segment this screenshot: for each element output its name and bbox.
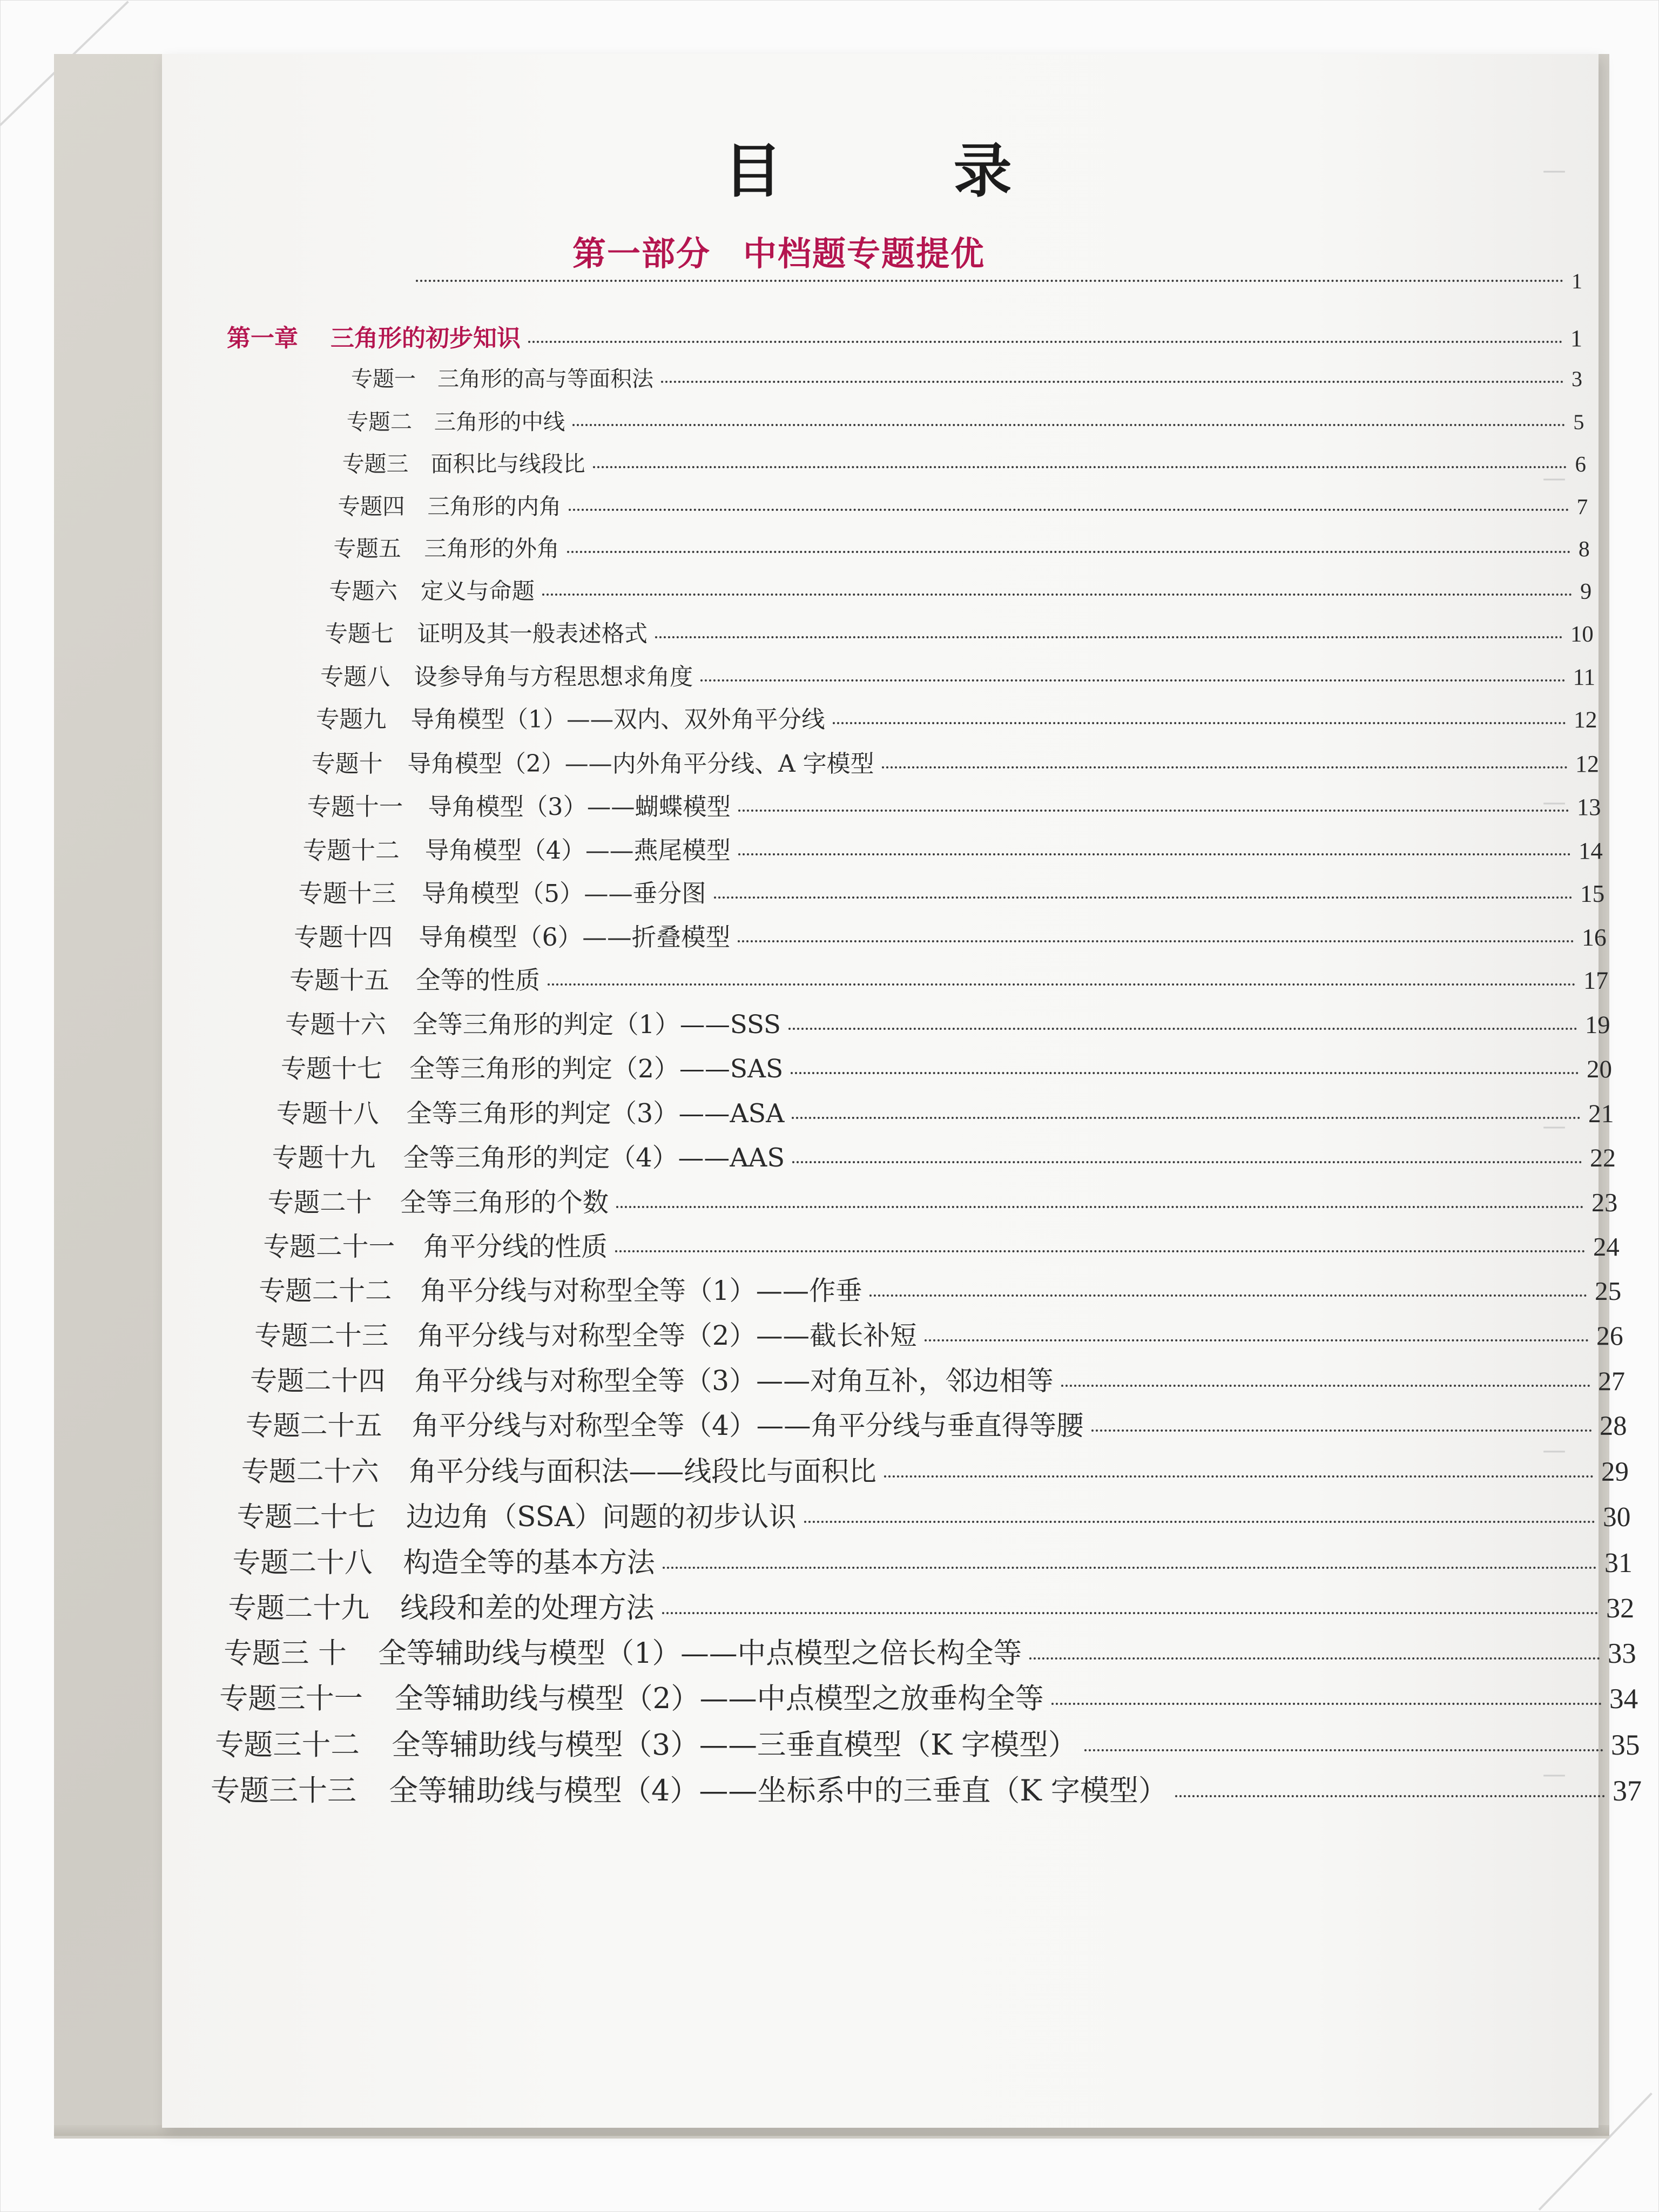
dot-leader [788, 1028, 1577, 1030]
entry-label: 专题二十 [267, 1187, 372, 1218]
toc-entry[interactable] [320, 658, 1595, 692]
toc-entry[interactable] [254, 1314, 1623, 1353]
dot-leader [792, 1117, 1581, 1119]
entry-title: 角平分线与对称型全等（2）——截长补短 [417, 1319, 917, 1351]
entry-title: 定义与命题 [421, 577, 535, 604]
entry-label: 专题十八 [276, 1099, 379, 1129]
toc-entry[interactable] [307, 787, 1601, 822]
dot-leader [1091, 1429, 1592, 1432]
dot-leader [925, 1339, 1589, 1341]
toc-entry[interactable] [351, 362, 1582, 393]
dot-leader [1175, 1795, 1605, 1797]
entry-label: 专题四 [338, 493, 405, 520]
toc-entry[interactable] [312, 744, 1599, 779]
entry-title: 导角模型（6）——折叠模型 [419, 922, 731, 952]
entry-page-number: 5 [1573, 409, 1584, 434]
entry-page-number: 8 [1578, 537, 1590, 562]
entry-label: 专题十一 [307, 793, 403, 821]
show-through-number: — [1542, 788, 1566, 816]
toc-entry[interactable] [329, 573, 1591, 606]
toc-entry[interactable] [276, 1092, 1614, 1130]
entry-page-number: 25 [1595, 1276, 1622, 1306]
entry-title: 导角模型（3）——蝴蝶模型 [428, 793, 731, 821]
entry-title: 角平分线的性质 [423, 1231, 608, 1262]
entry-page-number: 22 [1590, 1143, 1616, 1172]
dot-leader [663, 1567, 1597, 1569]
dot-leader [833, 722, 1566, 724]
entry-label: 专题十五 [289, 966, 389, 995]
entry-label: 专题五 [333, 535, 401, 562]
entry-label: 专题二十四 [250, 1365, 386, 1397]
entry-page-number: 21 [1588, 1100, 1614, 1129]
toc-entry[interactable] [211, 1768, 1642, 1809]
toc-entry[interactable] [338, 488, 1588, 521]
entry-page-number: 33 [1608, 1637, 1636, 1669]
entry-label: 专题十七 [281, 1054, 382, 1084]
toc-entry[interactable] [342, 446, 1586, 478]
entry-title: 全等辅助线与模型（3）——三垂直模型（K 字模型） [392, 1728, 1077, 1762]
entry-title: 构造全等的基本方法 [403, 1546, 655, 1579]
toc-entry[interactable] [294, 918, 1606, 953]
entry-title: 设参导角与方程思想求角度 [414, 663, 693, 691]
dot-leader [615, 1250, 1586, 1252]
entry-page-number: 15 [1580, 880, 1605, 908]
part-heading [572, 227, 985, 275]
entry-page-number: 23 [1591, 1188, 1618, 1217]
entry-label: 专题十三 [298, 879, 396, 908]
entry-page-number: 6 [1575, 451, 1586, 476]
dot-leader [884, 1475, 1594, 1478]
entry-title: 导角模型（4）——燕尾模型 [424, 835, 731, 865]
entry-page-number: 11 [1573, 664, 1596, 690]
toc-entry[interactable] [268, 1181, 1618, 1219]
entry-label: 专题六 [329, 577, 397, 604]
toc-entry[interactable] [250, 1359, 1625, 1398]
entry-label: 专题二十二 [259, 1275, 392, 1307]
dot-leader [542, 594, 1573, 596]
dot-leader [572, 424, 1566, 426]
toc-entry[interactable] [325, 616, 1593, 649]
entry-page-number: 10 [1570, 621, 1594, 647]
entry-label: 专题十二 [302, 835, 400, 865]
entry-title: 角平分线与对称型全等（1）——作垂 [420, 1275, 862, 1307]
entry-page-number: 32 [1606, 1592, 1635, 1624]
entry-label: 专题二十一 [263, 1231, 395, 1262]
entry-page-number: 28 [1600, 1410, 1627, 1441]
toc-entry[interactable] [241, 1449, 1629, 1489]
entry-label: 专题二十九 [228, 1591, 369, 1624]
entry-title: 导角模型（2）——内外角平分线、A 字模型 [407, 750, 874, 778]
show-through-number: — [1542, 1761, 1566, 1788]
dot-leader [1061, 1385, 1590, 1387]
dot-leader [738, 940, 1574, 942]
entry-title: 角平分线与面积法——线段比与面积比 [409, 1456, 876, 1488]
entry-page-number: 37 [1613, 1775, 1642, 1808]
entry-label: 专题二十五 [246, 1409, 382, 1441]
entry-label: 专题二十七 [237, 1500, 376, 1533]
entry-label: 专题七 [325, 620, 394, 648]
dot-leader [569, 509, 1569, 511]
entry-page-number: 30 [1603, 1501, 1631, 1533]
chapter-page-number: 1 [1570, 325, 1582, 352]
entry-page-number: 3 [1572, 367, 1582, 391]
entry-label: 专题三 十 [224, 1636, 347, 1670]
entry-page-number: 16 [1582, 923, 1607, 951]
entry-title: 全等的性质 [415, 966, 541, 995]
entry-title: 角平分线与对称型全等（3）——对角互补，邻边相等 [414, 1365, 1054, 1397]
toc-entry[interactable] [272, 1137, 1616, 1174]
entry-title: 证明及其一般表述格式 [417, 620, 648, 648]
dot-leader [528, 341, 1563, 343]
toc-entry[interactable] [285, 1004, 1610, 1041]
entry-title: 全等辅助线与模型（2）——中点模型之放垂构全等 [394, 1682, 1044, 1716]
dot-leader [662, 1612, 1599, 1614]
entry-title: 全等辅助线与模型（4）——坐标系中的三垂直（K 字模型） [389, 1773, 1168, 1808]
entry-title: 三角形的中线 [434, 408, 565, 435]
chapter-title: 三角形的初步知识 [331, 325, 521, 352]
toc-entry[interactable] [347, 404, 1584, 436]
entry-page-number: 20 [1587, 1055, 1612, 1083]
chapter-label: 第一章 [227, 325, 298, 352]
entry-label: 专题二十八 [232, 1546, 373, 1579]
entry-page-number: 13 [1577, 793, 1601, 820]
entry-page-number: 17 [1583, 967, 1609, 995]
dot-leader [616, 1206, 1584, 1208]
toc-entry[interactable] [228, 1585, 1635, 1626]
toc-entry[interactable] [215, 1722, 1640, 1763]
entry-label: 专题三十二 [215, 1728, 360, 1762]
entry-title: 全等三角形的判定（3）——ASA [406, 1099, 785, 1129]
entry-label: 专题一 [351, 367, 416, 392]
chapter-entry[interactable] [227, 319, 1582, 353]
dot-leader [738, 810, 1569, 812]
entry-label: 专题十九 [272, 1143, 376, 1173]
toc-title: 目 录 [724, 137, 1088, 205]
dot-leader [567, 551, 1571, 553]
toc-entry[interactable] [303, 831, 1603, 866]
entry-label: 专题二 [346, 408, 413, 435]
part-page-number: 1 [1572, 268, 1582, 293]
entry-label: 专题三十三 [211, 1773, 356, 1808]
dot-leader [548, 983, 1576, 986]
toc-entry[interactable] [237, 1494, 1631, 1534]
dot-leader [655, 636, 1563, 638]
show-through-number: — [1542, 157, 1566, 184]
entry-label: 专题九 [316, 706, 387, 734]
entry-title: 三角形的外角 [424, 535, 559, 562]
entry-page-number: 24 [1593, 1232, 1620, 1262]
entry-page-number: 31 [1604, 1547, 1633, 1579]
dot-leader [1051, 1703, 1602, 1705]
show-through-number: — [1542, 464, 1566, 492]
toc-entry[interactable] [289, 961, 1608, 996]
entry-title: 全等三角形的判定（2）——SAS [409, 1054, 784, 1084]
dot-leader [738, 853, 1571, 855]
dot-leader [792, 1161, 1582, 1163]
toc-page [162, 54, 1642, 2128]
dot-leader [1084, 1749, 1603, 1751]
dot-leader [804, 1521, 1595, 1523]
entry-page-number: 19 [1585, 1011, 1610, 1040]
entry-title: 全等三角形的判定（4）——AAS [403, 1143, 785, 1173]
toc-entry[interactable] [259, 1270, 1621, 1308]
entry-label: 专题三十一 [219, 1682, 363, 1716]
entry-page-number: 9 [1580, 578, 1592, 604]
entry-label: 专题八 [320, 663, 390, 691]
entry-title: 导角模型（5）——垂分图 [422, 879, 706, 908]
dot-leader [593, 466, 1568, 468]
part-title: 中档题专题提优 [743, 234, 986, 273]
entry-title: 全等三角形的判定（1）——SSS [412, 1010, 781, 1040]
entry-title: 面积比与线段比 [430, 450, 585, 477]
show-through-number: — [1542, 1112, 1566, 1140]
dot-leader [416, 280, 1564, 282]
entry-label: 专题十四 [294, 922, 393, 952]
toc-entry[interactable] [224, 1630, 1636, 1671]
entry-page-number: 26 [1596, 1320, 1623, 1351]
dot-leader [882, 766, 1568, 768]
entry-page-number: 7 [1576, 494, 1588, 519]
dot-leader [869, 1294, 1587, 1297]
dot-leader [1029, 1657, 1600, 1660]
entry-label: 专题二十三 [254, 1319, 389, 1351]
entry-title: 线段和差的处理方法 [400, 1591, 655, 1624]
dot-leader [661, 381, 1564, 383]
entry-page-number: 35 [1611, 1729, 1640, 1762]
entry-page-number: 14 [1579, 837, 1603, 864]
entry-title: 三角形的高与等面积法 [437, 367, 653, 392]
part-leader-row [416, 268, 1582, 293]
entry-page-number: 34 [1609, 1683, 1638, 1715]
entry-label: 专题二十六 [241, 1456, 379, 1488]
entry-title: 角平分线与对称型全等（4）——角平分线与垂直得等腰 [412, 1409, 1084, 1441]
toc-entry[interactable] [334, 530, 1590, 563]
entry-label: 专题十六 [285, 1010, 386, 1040]
entry-title: 全等三角形的个数 [400, 1187, 609, 1218]
entry-title: 导角模型（1）——双内、双外角平分线 [410, 706, 825, 734]
entry-label: 专题三 [342, 450, 409, 477]
entry-page-number: 12 [1574, 707, 1597, 733]
toc-entry[interactable] [316, 701, 1597, 734]
toc-entry[interactable] [264, 1225, 1620, 1263]
entry-page-number: 27 [1598, 1365, 1626, 1396]
entry-page-number: 29 [1601, 1457, 1629, 1488]
toc-entry[interactable] [233, 1540, 1633, 1580]
part-label: 第一部分 [572, 234, 711, 273]
entry-page-number: 12 [1575, 750, 1599, 777]
dot-leader [791, 1072, 1579, 1074]
entry-label: 专题十 [311, 750, 383, 778]
show-through-number: — [1542, 1437, 1566, 1464]
dot-leader [714, 896, 1573, 899]
toc-entry[interactable] [219, 1676, 1638, 1717]
entry-title: 全等辅助线与模型（1）——中点模型之倍长构全等 [377, 1636, 1022, 1670]
toc-entry[interactable] [281, 1049, 1612, 1085]
toc-entry[interactable] [299, 874, 1605, 909]
dot-leader [700, 679, 1565, 682]
entry-title: 三角形的内角 [427, 493, 562, 520]
entry-title: 边边角（SSA）问题的初步认识 [406, 1500, 797, 1533]
toc-entry[interactable] [246, 1404, 1627, 1443]
